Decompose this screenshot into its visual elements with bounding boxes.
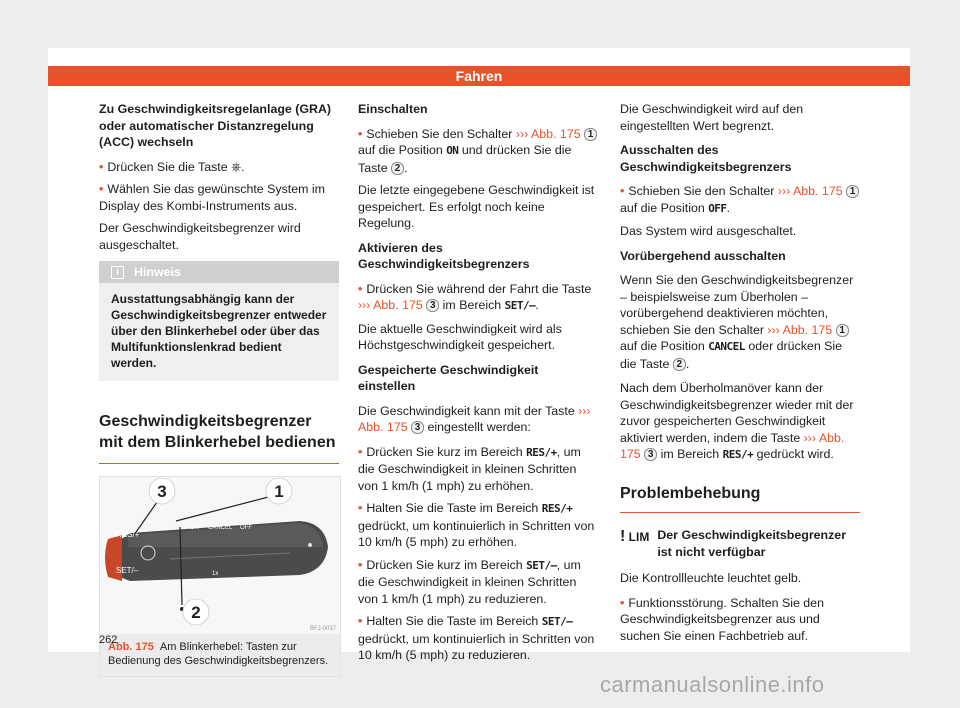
section-title-troubleshooting: Problembehebung <box>620 486 860 514</box>
position-tag: ON <box>446 144 459 157</box>
list-item: • Schieben Sie den Schalter ››› Abb. 175 1 auf die Position OFF. <box>620 183 860 217</box>
warning-title: Der Geschwindigkeitsbegrenzer ist nicht verfügbar <box>657 528 847 559</box>
subheading-switch: Zu Geschwindigkeitsregelanlage (GRA) oder automatischer Distanzregelung (ACC) wechseln <box>99 102 332 149</box>
callout-badge: 2 <box>391 162 404 175</box>
figure-code: BFJ-0037 <box>309 626 336 632</box>
fig-reference-link[interactable]: ››› Abb. 175 <box>777 184 843 198</box>
warning-row <box>620 527 860 560</box>
fig-reference-link[interactable]: ››› Abb. 175 <box>620 430 845 461</box>
list-item: • Drücken Sie kurz im Bereich RES/+, um die Geschwindigkeit in kleinen Schritten von 1 km/h (1 mph) zu erhöhen. <box>358 444 581 493</box>
paragraph: Wenn Sie den Geschwindigkeitsbegrenzer – beispielsweise zum Überholen – vorübergehend deaktivieren möchten, schieben Sie den Schalter ››› Abb. 175 1 auf die Position CANCEL oder drücken Sie die Taste 2 . <box>620 273 854 371</box>
figure-caption <box>99 634 341 677</box>
callout-2: 2 <box>191 603 201 622</box>
paragraph: Die Geschwindigkeit wird auf den eingestellten Wert begrenzt. <box>620 102 804 133</box>
caption-text: Am Blinkerhebel: Tasten zur Bedienung des Geschwindigkeitsbegrenzers. <box>108 641 329 667</box>
bullet-dot: • <box>99 159 104 174</box>
label-set: SET/– <box>116 566 139 575</box>
paragraph: Die aktuelle Geschwindigkeit wird als Höchstgeschwindigkeit gespeichert. <box>358 321 562 352</box>
note-title: Hinweis <box>134 264 181 279</box>
bullet-dot: • <box>358 281 363 296</box>
position-tag: OFF <box>708 201 727 215</box>
callout-badge: 3 <box>426 299 439 312</box>
lever-illustration <box>100 477 340 633</box>
callout-1: 1 <box>274 482 284 501</box>
position-tag: RES/+ <box>526 445 557 459</box>
bullet-dot: • <box>358 614 363 628</box>
subheading-adjust: Gespeicherte Geschwindigkeit einstellen <box>358 362 539 393</box>
list-item: • Schieben Sie den Schalter ››› Abb. 175 1 auf die Position ON und drücken Sie die Taste 2 . <box>358 126 598 177</box>
bullet-dot: • <box>99 182 104 196</box>
fig-reference-link[interactable]: ››› Abb. 175 <box>358 298 423 312</box>
lim-warning-icon: ! LIM <box>620 528 650 545</box>
bullet-dot: • <box>620 595 625 610</box>
list-item: • Wählen Sie das gewünschte System im Display des Kombi-Instruments aus. <box>99 182 325 213</box>
bullet-dot: • <box>358 557 363 572</box>
page-number: 262 <box>99 634 118 646</box>
column-right <box>620 101 860 650</box>
bullet-dot: • <box>358 126 363 141</box>
caption-label: Abb. 175 <box>108 641 154 653</box>
subheading-off: Ausschalten des Geschwindigkeitsbegrenzers <box>620 143 792 174</box>
list-item: • Drücken Sie während der Fahrt die Taste ››› Abb. 175 3 im Bereich SET/–. <box>358 281 592 312</box>
watermark: carmanualsonline.info <box>600 672 825 697</box>
position-tag: SET/– <box>504 299 536 312</box>
callout-badge: 2 <box>673 358 686 371</box>
label-cancel: CANCEL <box>208 525 233 531</box>
note-text: Ausstattungsabhängig kann der Geschwindigkeitsbegrenzer entweder über den Blinkerhebel oder über das Multifunktionslenkrad bedient werden. <box>111 292 327 370</box>
label-1x: 1x <box>212 571 219 577</box>
label-on: ON <box>190 525 199 531</box>
position-tag: CANCEL <box>708 340 745 353</box>
paragraph: Die Kontrollleuchte leuchtet gelb. <box>620 571 802 585</box>
column-middle <box>358 101 598 670</box>
position-tag: RES/+ <box>541 502 573 515</box>
paragraph: Nach dem Überholmanöver kann der Geschwindigkeitsbegrenzer wieder mit der zuvor gespeicherten Geschwindigkeit aktiviert werden, indem die Taste ››› Abb. 175 3 im Bereich RES/+ gedrückt wird. <box>620 381 854 461</box>
list-item: • Halten Sie die Taste im Bereich SET/– gedrückt, um kontinuierlich in Schritten von 10 km/h (5 mph) zu reduzieren. <box>358 614 595 662</box>
bullet-dot: • <box>620 184 625 198</box>
position-tag: SET/– <box>541 615 573 628</box>
callout-badge: 1 <box>846 185 859 198</box>
subheading-on: Einschalten <box>358 102 428 116</box>
column-left <box>99 101 339 677</box>
callout-badge: 3 <box>411 421 424 434</box>
paragraph: Der Geschwindigkeitsbegrenzer wird ausgeschaltet. <box>99 221 301 252</box>
list-item: • Drücken Sie kurz im Bereich SET/–, um die Geschwindigkeit in kleinen Schritten von 1 km/h (1 mph) zu reduzieren. <box>358 557 581 606</box>
paragraph: Die letzte eingegebene Geschwindigkeit ist gespeichert. Es erfolgt noch keine Regelung. <box>358 183 595 230</box>
figure-lever <box>99 476 341 634</box>
info-icon: i <box>111 266 124 279</box>
label-off: OFF <box>240 525 252 531</box>
section-title: Geschwindigkeitsbegrenzer mit dem Blinkerhebel bedienen <box>99 411 339 464</box>
steering-wheel-icon: ⎈ <box>231 159 242 174</box>
bullet-dot: • <box>358 444 363 459</box>
fig-reference-link[interactable]: ››› Abb. 175 <box>767 322 833 337</box>
chapter-header: Fahren <box>48 66 910 86</box>
list-item: • Halten Sie die Taste im Bereich RES/+ gedrückt, um kontinuierlich in Schritten von 10 km/h (5 mph) zu erhöhen. <box>358 501 595 549</box>
callout-3: 3 <box>157 482 167 501</box>
fig-reference-link[interactable]: ››› Abb. 175 <box>515 126 581 141</box>
paragraph: Die Geschwindigkeit kann mit der Taste ››› Abb. 175 3 eingestellt werden: <box>358 403 591 434</box>
paragraph: Das System wird ausgeschaltet. <box>620 224 797 238</box>
list-item: • Drücken Sie die Taste ⎈. <box>99 159 245 174</box>
callout-badge: 1 <box>584 128 597 141</box>
note-header <box>99 261 339 283</box>
label-res: RES/+ <box>116 530 140 539</box>
subheading-temporary: Vorübergehend ausschalten <box>620 248 786 263</box>
callout-badge: 1 <box>836 324 849 337</box>
position-tag: RES/+ <box>722 448 754 461</box>
subheading-activate: Aktivieren des Geschwindigkeitsbegrenzers <box>358 240 530 271</box>
callout-badge: 3 <box>644 448 657 461</box>
position-tag: SET/– <box>526 558 557 572</box>
list-item: • Funktionsstörung. Schalten Sie den Geschwindigkeitsbegrenzer aus und suchen Sie einen Fachbetrieb auf. <box>620 595 824 643</box>
note-box <box>99 261 339 381</box>
bullet-dot: • <box>358 501 363 515</box>
fig-reference-link[interactable]: ››› Abb. 175 <box>358 403 591 434</box>
